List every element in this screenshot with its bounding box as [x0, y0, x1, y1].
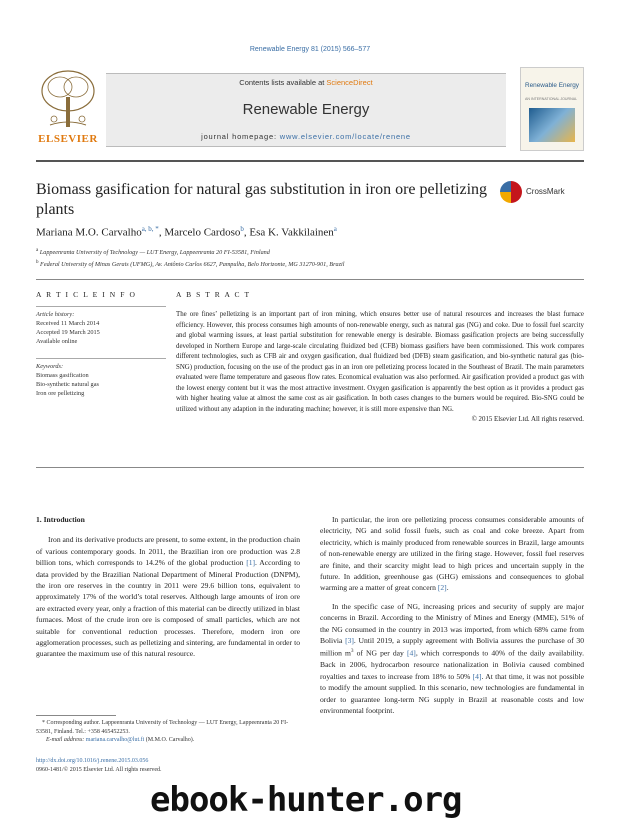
- abstract-divider: [36, 467, 584, 468]
- email-link[interactable]: mariana.carvalho@lut.fi: [85, 737, 145, 744]
- journal-banner: [106, 73, 506, 147]
- author-affil-marker[interactable]: a, b, *: [141, 225, 159, 233]
- contents-line: Contents lists available at ScienceDirect: [239, 78, 373, 87]
- cover-subtitle: AN INTERNATIONAL JOURNAL: [525, 97, 578, 101]
- footnote: [36, 719, 300, 745]
- keyword: Iron ore pelletizing: [36, 390, 85, 397]
- section-heading: 1. Introduction: [36, 515, 85, 524]
- abstract: [176, 290, 584, 426]
- affiliation-item: $^a$ Lappeenranta University of Technology — LUT Energy, Lappeenranta 20 FI-53581, Finland: [36, 248, 270, 257]
- superscript: 3: [350, 649, 354, 655]
- author-list: Mariana M.O. Carvalho$^{a, b, *}$, Marcelo Cardoso$^b$, Esa K. Vakkilainen$^a$: [36, 225, 337, 239]
- affiliations: [36, 246, 584, 270]
- crossmark-icon: [500, 181, 522, 203]
- footnote-divider: [36, 715, 116, 716]
- keyword: Biomass gasification: [36, 372, 89, 379]
- reference-link[interactable]: [1]: [246, 558, 256, 568]
- journal-homepage: journal homepage: www.elsevier.com/locate/renene: [201, 132, 411, 141]
- doi-link[interactable]: http://dx.doi.org/10.1016/j.renene.2015.03.056: [36, 758, 149, 764]
- reference-link[interactable]: [2]: [437, 583, 447, 593]
- elsevier-logo: [36, 67, 100, 149]
- author-affil-marker[interactable]: b: [240, 225, 244, 233]
- keywords-label: Keywords:: [36, 363, 64, 370]
- affiliation-item: $^b$ Federal University of Minas Gerais (UFMG), Av. Antônio Carlos 6627, Pampulha, Belo Horizonte, MG 31270-901, Brazil: [36, 260, 345, 269]
- body-column-right: [320, 514, 584, 716]
- body-paragraph: In the specific case of NG, increasing prices and security of supply are major concerns in Brazil. According to the Ministry of Mines and Energy (MME), 51% of the NG consumed in the country in 2013 was imported, from which 68% came from Bolivia [3]. Until 2019, a supply agreement with Bolivia assures the purchase of 30 million $m^3$ of NG per day [4], which corresponds to 40% of the daily availability. Back in 2006, hydrocarbon resource nationalization in Bolivia caused combined royalties and taxes to increase from 18% to 50% [4]. At that time, it was not possible to modify the amount supplied. In this scenario, new technologies are fundamental in order to guarantee long-term NG supply in Brazil at reasonable costs and low environmental footprint.: [320, 601, 585, 716]
- history-label: Article history:: [36, 311, 75, 318]
- homepage-link[interactable]: www.elsevier.com/locate/renene: [279, 132, 411, 141]
- history-item: Accepted 19 March 2015: [36, 329, 100, 336]
- body-paragraph: In particular, the iron ore pelletizing process consumes considerable amounts of electricity, NG and solid fossil fuels, such as coal and coke breeze. Apart from electricity, which is mainly produced from renewable sources in Brazil, large amounts of non-renewable energy are utilized in the firing stage. However, fossil fuel reserves are finite, and their scarcity might lead to high prices and uncertain supply in the future. In addition, greenhouse gas (GHG) emissions and consequences to global warming are a matter of great concern [2].: [320, 515, 584, 593]
- crossmark-label: CrossMark: [526, 187, 565, 196]
- email-line: E-mail address: mariana.carvalho@lut.fi (M.M.O. Carvalho).: [46, 737, 195, 744]
- abstract-text: The ore fines’ pelletizing is an important part of iron mining, which ensures better use of natural resources and increases the blast furnace efficiency. However, this process consumes high amounts of non-renewable energy, such as natural gas (NG) and coke. Due to fossil fuel scarcity and global warming issues, at least partial substitution for renewable energy is desirable. Biomass gasification projects are being successfully developed in Northern Europe and large-scale circulating fluidized bed (CFB) biomass gasifiers have been commissioned. This work compares different technologies, such as CFB air and oxygen gasification, dual fluidized bed (DFB) steam gasification, and bio-synthetic natural gas (bio-SNG) production, focusing on the use of the product gas in an iron ore pelletizing process located in the Southeast of Brazil. The main parameters evaluated were flame temperature and gaseous flow rates. Economical evaluation was also performed. Air gasification provided a product gas with the lowest energy content but it was the most attractive investment. Oxygen gasification is apparently the best option as it provides a product gas with higher heating value at almost the same cost as air gasification. In both cases changes to the burners would be required. Bio-SNG could be utilized without any adaption in the indurating machine; however, it is still more expensive than NG.: [176, 311, 584, 413]
- author-affil-marker[interactable]: a: [333, 225, 337, 233]
- article-info-heading: A R T I C L E I N F O: [36, 290, 137, 299]
- doi-block: [36, 757, 300, 774]
- cover-title: Renewable Energy: [525, 82, 579, 89]
- masthead-divider: [36, 160, 584, 162]
- reference-link[interactable]: [4]: [406, 649, 416, 658]
- author[interactable]: Marcelo Cardoso: [164, 226, 241, 239]
- author[interactable]: Esa K. Vakkilainen: [249, 226, 334, 239]
- crossmark-badge[interactable]: [500, 181, 584, 207]
- history-item: Received 11 March 2014: [36, 320, 100, 327]
- body-paragraph: Iron and its derivative products are present, to some extent, in the production chain of various contemporary goods. In 2011, the Brazilian iron ore production was 2.8 billion tons, which corresponds to 14.2% of the global production [1]. According to data provided by the Brazilian National Department of Mineral Production (DNPM), the iron ore reserves in the country in 2011 were 29.6 billion tons, equivalent to approximately 17% of the world’s total reserves. Although large amounts of iron ore are extracted every year, only a fraction of this material can be directly utilized in blast furnaces. Most of the crude iron ore is composed of small particles, which are not suitable for conventional reduction processes. Therefore, modern iron ore agglomeration processes, such as pelletizing and sintering, are fundamental in order to guarantee the maximum use of this natural resource.: [36, 535, 300, 659]
- reference-link[interactable]: [4]: [472, 671, 482, 681]
- watermark: ebook-hunter.org: [150, 780, 462, 820]
- reference-link[interactable]: [3]: [345, 636, 354, 646]
- journal-name: Renewable Energy: [242, 101, 370, 118]
- publisher-name: ELSEVIER: [38, 133, 98, 145]
- issn-line: 0960-1481/© 2015 Elsevier Ltd. All rights reserved.: [36, 766, 162, 773]
- corresponding-author: * Corresponding author. Lappeenranta University of Technology — LUT Energy, Lappeenranta 20 FI-53581, Finland. Tel.: +358 465452253.: [36, 720, 289, 735]
- header-divider: [36, 279, 584, 280]
- history-item: Available online: [36, 338, 78, 345]
- sciencedirect-link[interactable]: ScienceDirect: [326, 78, 373, 87]
- elsevier-tree-icon: [36, 67, 100, 133]
- article-title: Biomass gasification for natural gas substitution in iron ore pelletizing plants: [36, 181, 488, 218]
- journal-masthead: [36, 67, 584, 153]
- copyright: © 2015 Elsevier Ltd. All rights reserved.: [471, 416, 584, 423]
- journal-cover-image: [520, 67, 584, 151]
- author[interactable]: Mariana M.O. Carvalho: [36, 226, 142, 239]
- article-info: [36, 290, 166, 398]
- keyword: Bio-synthetic natural gas: [36, 381, 99, 388]
- body-column-left: [36, 514, 300, 660]
- journal-citation[interactable]: Renewable Energy 81 (2015) 566–577: [249, 46, 371, 53]
- cover-picture: [529, 108, 575, 142]
- abstract-heading: A B S T R A C T: [176, 290, 251, 299]
